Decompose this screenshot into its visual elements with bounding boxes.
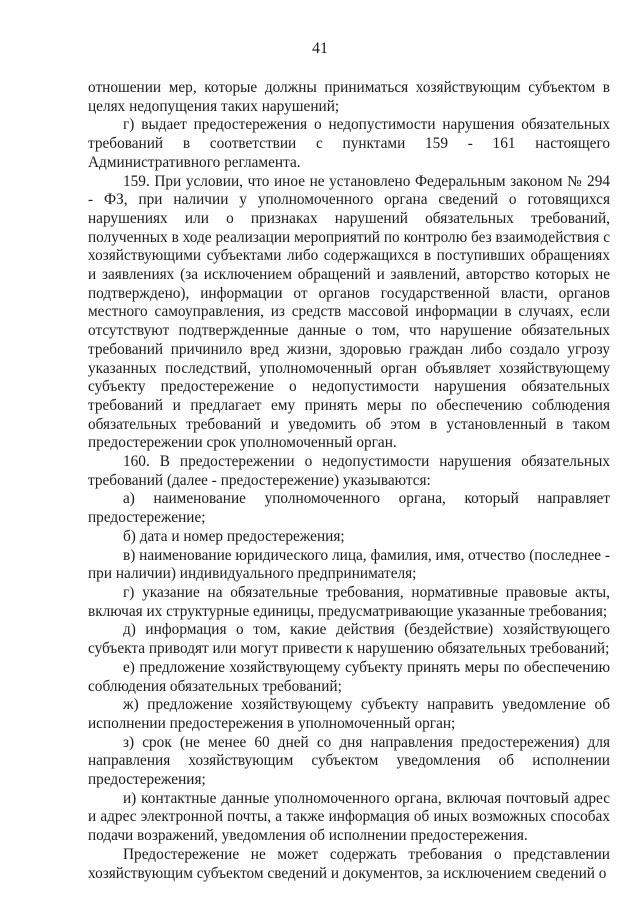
list-item: г) указание на обязательные требования, нормативные правовые акты, включая их структурные единицы, предусматривающие указанные требования; [88,583,610,620]
list-item: з) срок (не менее 60 дней со дня направления предостережения) для направления хозяйствующим субъектом уведомления об исполнении предостережения; [88,733,610,789]
list-item: б) дата и номер предостережения; [123,527,345,545]
page-number: 41 [312,40,328,57]
paragraph: Предостережение не может содержать требования о представлении хозяйствующим субъектом сведений и документов, за исключением сведений о [88,845,610,882]
list-item: а) наименование уполномоченного органа, который направляет предостережение; [88,490,610,527]
list-item: ж) предложение хозяйствующему субъекту направить уведомление об исполнении предостережения в уполномоченный орган; [88,696,610,732]
paragraph: 159. При условии, что иное не установлено Федеральным законом № 294 - ФЗ, при наличии у уполномоченного органа сведений о готовящихся нарушениях или о признаках нарушений обязательных требований, полученных в ходе реализации мероприятий по контролю без взаимодействия с хозяйствующими субъектами либо содержащихся в поступивших обращениях и заявлениях (за исключением обращений и заявлений, авторство которых не подтверждено), информации от органов государственной власти, органов местного самоуправления, из средств массовой информации в случаях, если отсутствуют подтвержденные данные о том, что нарушение обязательных требований причинило вред жизни, здоровью граждан либо создало угрозу указанных последствий, уполномоченный орган объявляет хозяйствующему субъекту предостережение о недопустимости нарушения обязательных требований и предлагает ему принять меры по обеспечению соблюдения обязательных требований и уведомить об этом в установленный в таком предостережении срок уполномоченный орган. [88,172,610,452]
list-item: е) предложение хозяйствующему субъекту принять меры по обеспечению соблюдения обязательных требований; [88,658,610,695]
paragraph: отношении мер, которые должны приниматься хозяйствующим субъектом в целях недопущения таких нарушений; [88,79,610,115]
list-item: и) контактные данные уполномоченного органа, включая почтовый адрес и адрес электронной почты, а также информация об иных возможных способах подачи возражений, уведомления об исполнении предостережения. [88,789,610,845]
document-body [88,79,610,883]
list-item: в) наименование юридического лица, фамилия, имя, отчество (последнее - при наличии) индивидуального предпринимателя; [88,546,610,583]
list-item: д) информация о том, какие действия (бездействие) хозяйствующего субъекта приводят или могут привести к нарушению обязательных требований; [88,621,610,658]
paragraph: 160. В предостережении о недопустимости нарушения обязательных требований (далее - предостережение) указываются: [88,453,610,489]
paragraph: г) выдает предостережения о недопустимости нарушения обязательных требований в соответствии с пунктами 159 - 161 настоящего Административного регламента. [88,116,610,171]
